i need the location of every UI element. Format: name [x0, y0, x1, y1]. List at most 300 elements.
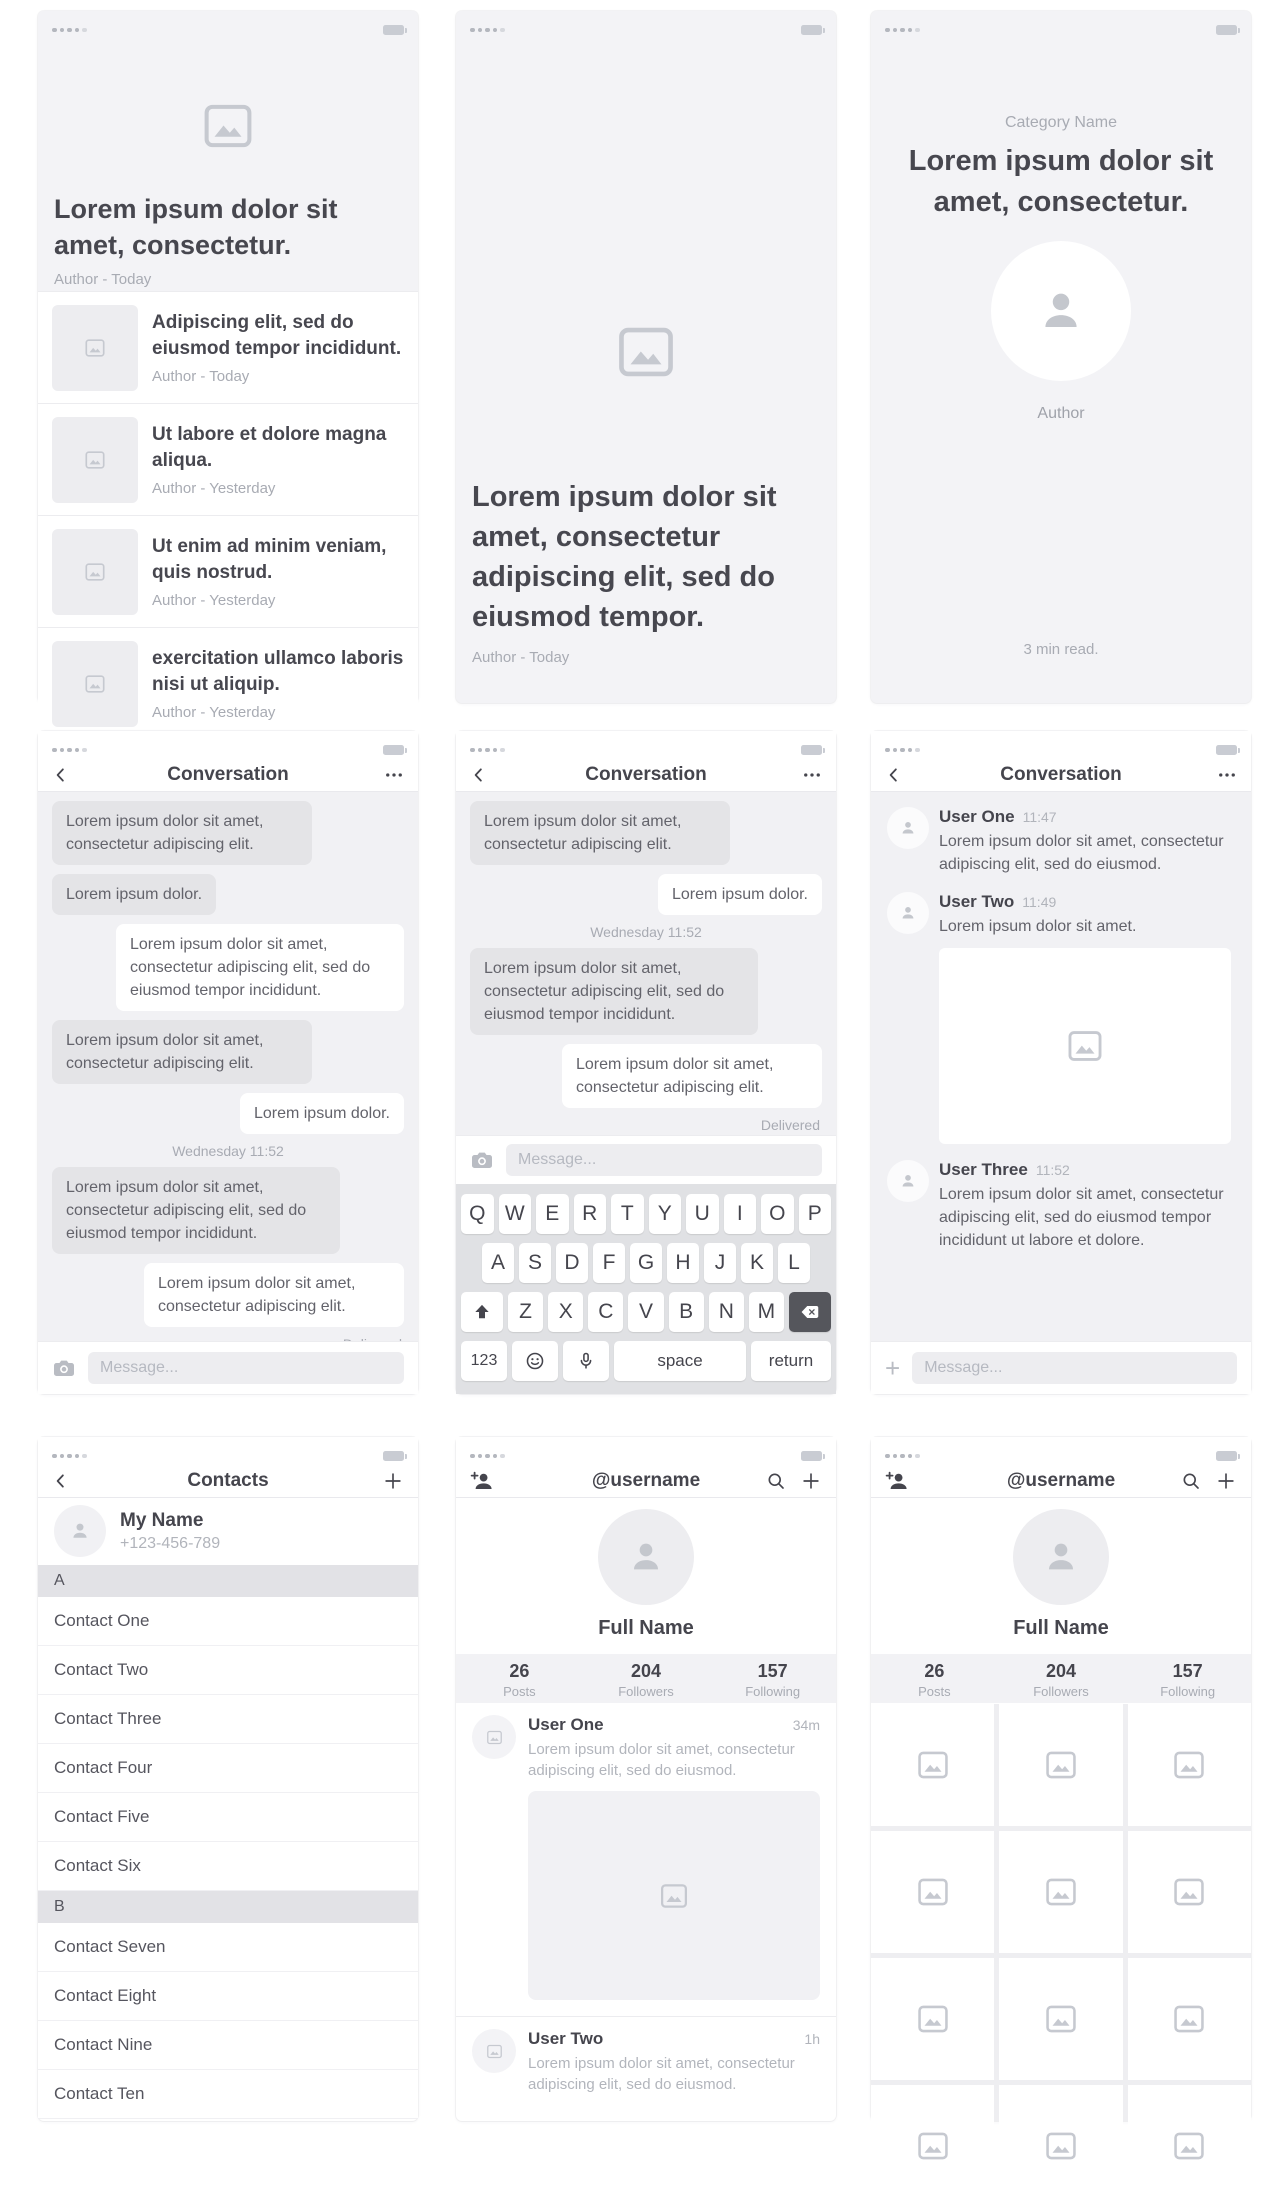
battery-icon: [1216, 25, 1237, 35]
message-content: [939, 1160, 1237, 1252]
photo-tile[interactable]: [871, 2085, 994, 2207]
battery-icon: [383, 745, 404, 755]
feed-image[interactable]: [528, 1791, 820, 2000]
message-bubble-received: Lorem ipsum dolor.: [52, 874, 216, 915]
letter-key[interactable]: F: [593, 1243, 625, 1283]
stat-value: 26: [509, 1661, 530, 1681]
person-icon: [899, 1172, 917, 1190]
image-placeholder-icon: [486, 1729, 503, 1746]
backspace-key[interactable]: [789, 1292, 831, 1332]
article-text: [152, 534, 404, 609]
signal-dots-icon: [885, 1454, 920, 1459]
article-list-item[interactable]: [38, 515, 418, 627]
person-icon: [69, 1520, 91, 1542]
message-header: [939, 807, 1237, 827]
image-placeholder-icon: [659, 1881, 689, 1911]
username-title: @username: [1006, 1470, 1116, 1491]
stat-block[interactable]: [871, 1654, 998, 1703]
image-placeholder-icon: [1044, 1748, 1078, 1782]
signal-dots-icon: [885, 748, 920, 753]
battery-icon: [383, 1451, 404, 1461]
user-avatar: [887, 807, 929, 849]
profile-section: [871, 1497, 1251, 1703]
section-header-b: B: [38, 1891, 418, 1923]
my-avatar: [54, 1505, 106, 1557]
message-input-bar: [456, 1136, 836, 1184]
stat-value: 204: [1045, 1661, 1077, 1681]
message-bubble-sent: Lorem ipsum dolor sit amet, consectetur adipiscing elit.: [144, 1263, 404, 1327]
full-name: Full Name: [1013, 1617, 1109, 1639]
feed-item[interactable]: [456, 1703, 836, 2014]
letter-key[interactable]: H: [667, 1243, 699, 1283]
camera-icon[interactable]: [470, 1148, 494, 1172]
letter-key[interactable]: J: [704, 1243, 736, 1283]
message-list: [871, 791, 1251, 1342]
contact-row[interactable]: Contact Three: [38, 1695, 418, 1744]
signal-dots-icon: [470, 1454, 505, 1459]
message-bubble-received: Lorem ipsum dolor sit amet, consectetur adipiscing elit.: [52, 801, 312, 865]
letter-key[interactable]: U: [686, 1194, 719, 1234]
article-text: [152, 422, 404, 497]
stats-bar: [456, 1654, 836, 1703]
letter-key[interactable]: Z: [508, 1292, 543, 1332]
full-name: Full Name: [598, 1617, 694, 1639]
feed-header: [528, 2029, 820, 2049]
message-bubble-sent: Lorem ipsum dolor sit amet, consectetur adipiscing elit, sed do eiusmod tempor incididunt.: [116, 924, 404, 1011]
image-placeholder-icon: [1044, 2002, 1078, 2036]
image-placeholder-icon: [916, 1875, 950, 1909]
add-user-icon: [885, 1469, 909, 1493]
nav-bar: [456, 1465, 836, 1497]
letter-key[interactable]: K: [741, 1243, 773, 1283]
article-list-item[interactable]: [38, 291, 418, 403]
shift-key[interactable]: [461, 1292, 503, 1332]
back-button[interactable]: [52, 766, 122, 784]
letter-key[interactable]: G: [630, 1243, 662, 1283]
message-input-bar: [871, 1342, 1251, 1394]
add-contact-button[interactable]: [334, 1470, 404, 1492]
message-bubble-received: Lorem ipsum dolor sit amet, consectetur adipiscing elit, sed do eiusmod tempor incididunt.: [470, 948, 758, 1035]
stat-label: Followers: [1033, 1684, 1089, 1699]
feed-time: 34m: [792, 1717, 820, 1733]
header-actions: [752, 1470, 822, 1492]
stat-label: Following: [1160, 1684, 1216, 1699]
contact-row[interactable]: Contact Four: [38, 1744, 418, 1793]
letter-key[interactable]: S: [519, 1243, 551, 1283]
contacts-screen: [38, 1437, 418, 2121]
menu-button[interactable]: [1167, 765, 1237, 785]
letter-key[interactable]: O: [761, 1194, 794, 1234]
message-input[interactable]: [506, 1144, 822, 1176]
stat-label: Posts: [503, 1684, 536, 1699]
stat-value: 157: [1172, 1661, 1203, 1681]
photo-tile[interactable]: [871, 1831, 994, 1953]
letter-key[interactable]: C: [588, 1292, 623, 1332]
message-time: 11:49: [1022, 894, 1057, 910]
group-message: [887, 1160, 1237, 1252]
article-meta: Author - Yesterday: [152, 480, 276, 497]
group-message: [887, 892, 1237, 1144]
app-header: [38, 731, 418, 791]
photo-tile[interactable]: [999, 1831, 1122, 1953]
sender-name: User Two: [939, 892, 1015, 911]
feed-content: [528, 1715, 820, 2014]
ellipsis-icon: [384, 765, 404, 785]
letter-key[interactable]: A: [482, 1243, 514, 1283]
signal-dots-icon: [470, 748, 505, 753]
photo-tile[interactable]: [871, 1704, 994, 1826]
chevron-left-icon: [52, 1472, 70, 1490]
message-list: [456, 791, 836, 1136]
my-profile-row[interactable]: [38, 1497, 418, 1565]
chevron-left-icon: [885, 766, 903, 784]
feed-user-name: User One: [528, 1715, 604, 1734]
feed-header: [528, 1715, 820, 1735]
message-bubble-received: Lorem ipsum dolor sit amet, consectetur adipiscing elit.: [52, 1020, 312, 1084]
author-name: Author: [1037, 405, 1085, 422]
letter-key[interactable]: P: [799, 1194, 832, 1234]
letter-key[interactable]: Q: [461, 1194, 494, 1234]
contact-list: [38, 1497, 418, 2121]
image-placeholder-icon: [486, 2043, 503, 2060]
article-text: [152, 646, 404, 721]
contact-row[interactable]: Contact Two: [38, 1646, 418, 1695]
chevron-left-icon: [470, 766, 488, 784]
letter-key[interactable]: N: [709, 1292, 744, 1332]
contact-row[interactable]: Contact Seven: [38, 1923, 418, 1972]
signal-dots-icon: [52, 748, 87, 753]
back-button[interactable]: [470, 766, 540, 784]
photo-tile[interactable]: [1128, 1958, 1251, 2080]
article-headline: Lorem ipsum dolor sit amet, consectetur.: [908, 145, 1214, 218]
battery-icon: [1216, 745, 1237, 755]
feed-item[interactable]: [456, 2017, 836, 2095]
image-placeholder-icon: [84, 673, 106, 695]
image-placeholder-icon: [1172, 1748, 1206, 1782]
person-icon: [899, 819, 917, 837]
image-placeholder-icon: [84, 561, 106, 583]
featured-article[interactable]: [38, 37, 418, 291]
article-list-item[interactable]: [38, 403, 418, 515]
profile-grid-screen: [871, 1437, 1251, 2121]
letter-key[interactable]: L: [778, 1243, 810, 1283]
contact-row[interactable]: Contact Five: [38, 1793, 418, 1842]
image-placeholder-icon: [84, 449, 106, 471]
article-list: [38, 291, 418, 739]
stat-label: Posts: [918, 1684, 951, 1699]
status-bar: [456, 11, 836, 37]
signal-dots-icon: [470, 28, 505, 33]
letter-key[interactable]: M: [749, 1292, 784, 1332]
article-screen: [456, 11, 836, 703]
my-phone: +123-456-789: [120, 1534, 221, 1552]
person-icon: [626, 1537, 666, 1577]
message-bubble-received: Lorem ipsum dolor sit amet, consectetur adipiscing elit, sed do eiusmod tempor incididunt.: [52, 1167, 340, 1254]
attach-plus-icon[interactable]: +: [885, 1353, 901, 1383]
photo-tile[interactable]: [871, 1958, 994, 2080]
screen-title: Contacts: [187, 1470, 269, 1491]
add-user-icon: [470, 1469, 494, 1493]
plus-icon: [382, 1470, 404, 1492]
article-title: Adipiscing elit, sed do eiusmod tempor incididunt.: [152, 312, 402, 359]
photo-tile[interactable]: [999, 1704, 1122, 1826]
contact-row[interactable]: Contact Ten: [38, 2070, 418, 2119]
shift-icon: [472, 1302, 492, 1322]
timestamp-label: Wednesday 11:52: [172, 1143, 284, 1159]
screen-title: Conversation: [585, 764, 707, 785]
article-title: Ut labore et dolore magna aliqua.: [152, 424, 387, 471]
image-placeholder-icon: [1172, 2129, 1206, 2163]
profile-section: [456, 1497, 836, 2095]
group-message: [887, 807, 1237, 876]
author-avatar: [991, 241, 1131, 381]
search-icon[interactable]: [766, 1471, 786, 1491]
message-text: Lorem ipsum dolor sit amet, consectetur adipiscing elit, sed do eiusmod.: [939, 833, 1224, 873]
ellipsis-icon: [1217, 765, 1237, 785]
user-avatar: [472, 1715, 516, 1759]
status-bar: [871, 1437, 1251, 1463]
username-title: @username: [591, 1470, 701, 1491]
profile-avatar[interactable]: [598, 1509, 694, 1605]
battery-icon: [1216, 1451, 1237, 1461]
message-header: [939, 892, 1231, 912]
article-thumbnail: [52, 305, 138, 391]
signal-dots-icon: [885, 28, 920, 33]
person-icon: [1035, 285, 1087, 337]
battery-icon: [801, 745, 822, 755]
person-icon: [899, 904, 917, 922]
message-input-bar: [38, 1342, 418, 1394]
battery-icon: [383, 25, 404, 35]
article-thumbnail: [52, 529, 138, 615]
letter-key[interactable]: W: [499, 1194, 532, 1234]
article-text: [152, 310, 404, 385]
message-header: [939, 1160, 1237, 1180]
image-placeholder-icon: [1066, 1027, 1104, 1065]
contact-row[interactable]: Contact Six: [38, 1842, 418, 1891]
image-placeholder-icon: [1172, 2002, 1206, 2036]
profile-feed-screen: [456, 1437, 836, 2121]
stat-block[interactable]: [709, 1654, 836, 1703]
nav-bar: [871, 759, 1251, 791]
chevron-left-icon: [52, 766, 70, 784]
user-avatar: [887, 892, 929, 934]
article-list-item[interactable]: [38, 627, 418, 739]
back-button[interactable]: [885, 766, 955, 784]
letter-key[interactable]: I: [724, 1194, 757, 1234]
emoji-key[interactable]: [512, 1341, 558, 1381]
nav-bar: [38, 759, 418, 791]
category-label[interactable]: Category Name: [1004, 114, 1118, 131]
image-placeholder-icon: [916, 2129, 950, 2163]
image-placeholder-icon: [615, 321, 677, 383]
featured-article-title: Lorem ipsum dolor sit amet, consectetur.: [54, 194, 338, 260]
letter-key[interactable]: B: [669, 1292, 704, 1332]
message-time: 11:47: [1022, 809, 1057, 825]
status-bar: [871, 11, 1251, 37]
return-key[interactable]: return: [751, 1341, 831, 1381]
contact-row[interactable]: Contact Nine: [38, 2021, 418, 2070]
photo-grid: [871, 1704, 1251, 2121]
contact-group-b: [38, 1923, 418, 2119]
battery-icon: [801, 1451, 822, 1461]
article-thumbnail: [52, 417, 138, 503]
signal-dots-icon: [52, 28, 87, 33]
article-title: exercitation ullamco laboris nisi ut aliquip.: [152, 648, 404, 695]
message-text: Lorem ipsum dolor sit amet, consectetur adipiscing elit, sed do eiusmod tempor incididunt ut labore et dolore.: [939, 1186, 1224, 1249]
message-time: 11:52: [1035, 1162, 1070, 1178]
delivered-status: Delivered: [760, 1117, 820, 1133]
image-placeholder-icon: [201, 99, 255, 153]
article-meta: Author - Today: [152, 368, 250, 385]
letter-key[interactable]: D: [556, 1243, 588, 1283]
image-placeholder-icon: [1044, 1875, 1078, 1909]
message-content: [939, 892, 1231, 1144]
feed-text: Lorem ipsum dolor sit amet, consectetur adipiscing elit, sed do eiusmod.: [528, 2055, 795, 2093]
article-meta: Author - Yesterday: [152, 592, 276, 609]
ellipsis-icon: [802, 765, 822, 785]
space-key[interactable]: space: [614, 1341, 746, 1381]
search-icon[interactable]: [1181, 1471, 1201, 1491]
message-bubble-received: Lorem ipsum dolor sit amet, consectetur adipiscing elit.: [470, 801, 730, 865]
contact-row[interactable]: Contact One: [38, 1597, 418, 1646]
group-conversation-screen: [871, 731, 1251, 1394]
feed-content: [528, 2029, 820, 2095]
menu-button[interactable]: [334, 765, 404, 785]
profile-head: [456, 1497, 836, 1654]
letter-key[interactable]: R: [574, 1194, 607, 1234]
stat-value: 26: [924, 1661, 945, 1681]
article-meta: Author - Today: [472, 649, 570, 666]
stat-value: 204: [630, 1661, 662, 1681]
featured-article-meta: Author - Today: [54, 271, 152, 288]
signal-dots-icon: [52, 1454, 87, 1459]
contact-row[interactable]: Contact Eight: [38, 1972, 418, 2021]
feed-user-name: User Two: [528, 2029, 604, 2048]
article-title: Ut enim ad minim veniam, quis nostrud.: [152, 536, 387, 583]
app-header: [38, 1437, 418, 1497]
photo-tile[interactable]: [1128, 1704, 1251, 1826]
message-text: Lorem ipsum dolor sit amet.: [939, 918, 1137, 935]
stat-block[interactable]: [998, 1654, 1125, 1703]
image-placeholder-icon: [1172, 1875, 1206, 1909]
status-bar: [456, 1437, 836, 1463]
message-bubble-sent: Lorem ipsum dolor.: [240, 1093, 404, 1134]
message-bubble-sent: Lorem ipsum dolor.: [658, 874, 822, 915]
camera-icon[interactable]: [52, 1356, 76, 1380]
article-headline: Lorem ipsum dolor sit amet, consectetur adipiscing elit, sed do eiusmod tempor.: [472, 481, 777, 633]
conversation-keyboard-screen: [456, 731, 836, 1394]
letter-key[interactable]: X: [548, 1292, 583, 1332]
microphone-icon: [575, 1350, 597, 1372]
add-user-button[interactable]: [470, 1469, 540, 1493]
my-name: My Name: [120, 1509, 204, 1531]
screen-title: Conversation: [1000, 764, 1122, 785]
letter-key[interactable]: Y: [649, 1194, 682, 1234]
stats-bar: [871, 1654, 1251, 1703]
app-header: [871, 731, 1251, 791]
image-placeholder-icon: [916, 1748, 950, 1782]
battery-icon: [801, 25, 822, 35]
plus-icon[interactable]: [1215, 1470, 1237, 1492]
message-content: [939, 807, 1237, 876]
nav-bar: [456, 759, 836, 791]
app-header: [871, 1437, 1251, 1497]
keyboard-row-3: [461, 1292, 831, 1332]
user-avatar: [887, 1160, 929, 1202]
news-list-screen: [38, 11, 418, 721]
sender-name: User One: [939, 807, 1015, 826]
keyboard: [456, 1184, 836, 1394]
profile-avatar[interactable]: [1013, 1509, 1109, 1605]
plus-icon[interactable]: [800, 1470, 822, 1492]
nav-bar: [38, 1465, 418, 1497]
stat-block[interactable]: [583, 1654, 710, 1703]
shared-image[interactable]: [939, 948, 1231, 1144]
nav-bar: [871, 1465, 1251, 1497]
my-info: [120, 1510, 220, 1553]
image-placeholder-icon: [84, 337, 106, 359]
letter-key[interactable]: T: [611, 1194, 644, 1234]
photo-tile[interactable]: [999, 1958, 1122, 2080]
message-input[interactable]: [912, 1352, 1237, 1384]
photo-tile[interactable]: [999, 2085, 1122, 2207]
image-placeholder-icon: [916, 2002, 950, 2036]
stat-value: 157: [757, 1661, 788, 1681]
read-time: 3 min read.: [1023, 641, 1099, 658]
message-input[interactable]: [88, 1352, 404, 1384]
status-bar: [456, 731, 836, 757]
header-actions: [1167, 1470, 1237, 1492]
status-bar: [871, 731, 1251, 757]
photo-tile[interactable]: [1128, 1831, 1251, 1953]
mic-key[interactable]: [563, 1341, 609, 1381]
message-list: [38, 791, 418, 1342]
user-avatar: [472, 2029, 516, 2073]
person-icon: [1041, 1537, 1081, 1577]
backspace-icon: [799, 1301, 821, 1323]
article-meta: Author - Yesterday: [152, 704, 276, 721]
keyboard-row-4: [461, 1341, 831, 1381]
timestamp-label: Wednesday 11:52: [590, 924, 702, 940]
back-button[interactable]: [52, 1472, 122, 1490]
app-header: [456, 1437, 836, 1497]
stat-label: Followers: [618, 1684, 674, 1699]
section-header-a: A: [38, 1565, 418, 1597]
status-bar: [38, 11, 418, 37]
menu-button[interactable]: [752, 765, 822, 785]
screen-title: Conversation: [167, 764, 289, 785]
feed-time: 1h: [804, 2031, 820, 2047]
sender-name: User Three: [939, 1160, 1028, 1179]
photo-tile[interactable]: [1128, 2085, 1251, 2207]
status-bar: [38, 731, 418, 757]
numbers-key[interactable]: 123: [461, 1341, 507, 1381]
stat-block[interactable]: [1124, 1654, 1251, 1703]
contact-group-a: [38, 1597, 418, 1891]
article-author-screen: [871, 11, 1251, 703]
add-user-button[interactable]: [885, 1469, 955, 1493]
letter-key[interactable]: V: [628, 1292, 663, 1332]
stat-block[interactable]: [456, 1654, 583, 1703]
keyboard-row-1: [461, 1194, 831, 1234]
letter-key[interactable]: E: [536, 1194, 569, 1234]
app-header: [456, 731, 836, 791]
status-bar: [38, 1437, 418, 1463]
smiley-icon: [524, 1350, 546, 1372]
message-bubble-sent: Lorem ipsum dolor sit amet, consectetur adipiscing elit.: [562, 1044, 822, 1108]
conversation-screen: [38, 731, 418, 1394]
